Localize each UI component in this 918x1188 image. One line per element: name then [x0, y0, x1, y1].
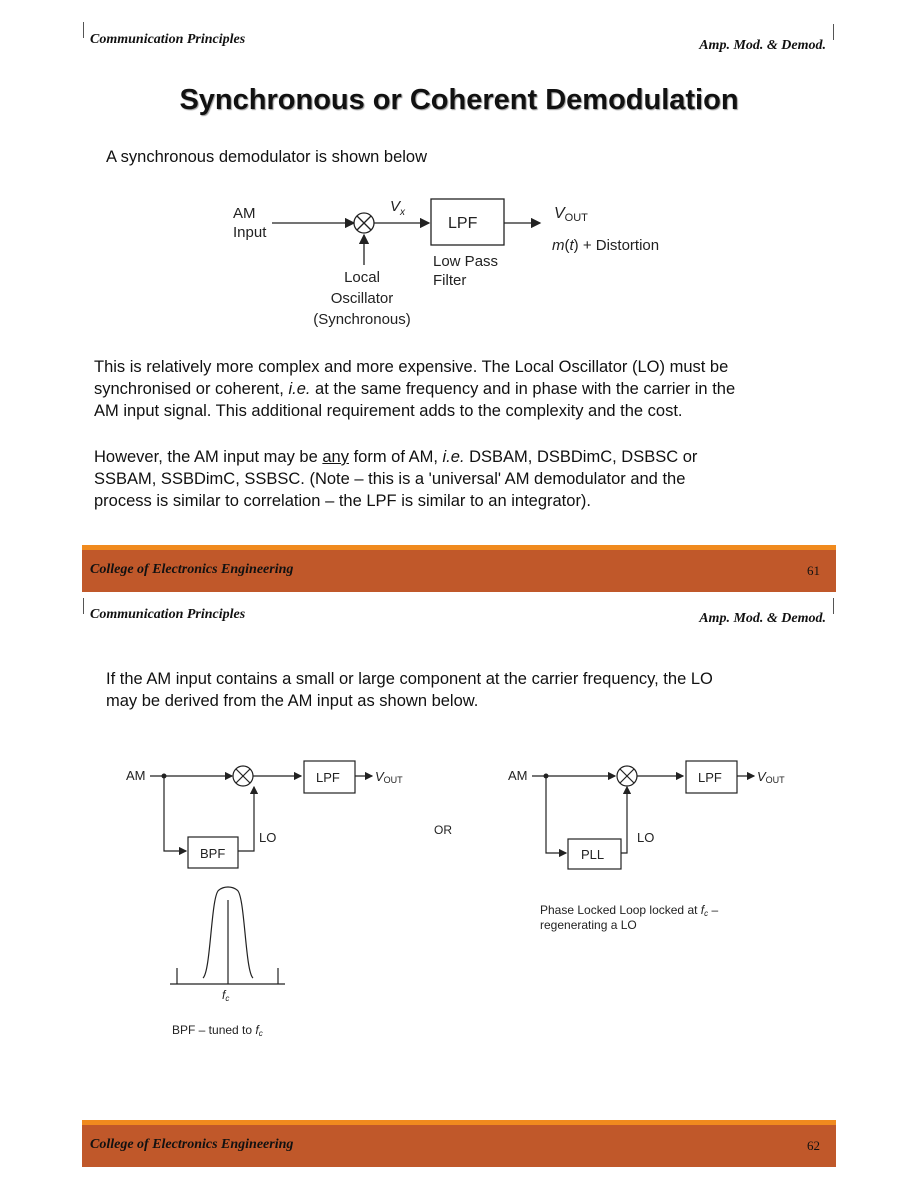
footer-college: College of Electronics Engineering: [90, 1137, 294, 1152]
paragraph-1-line-3: AM input signal. This additional requirement adds to the complexity and the cost.: [94, 402, 683, 420]
paragraph-2-line-2: SSBAM, SSBDimC, SSBSC. (Note – this is a 'universal' AM demodulator and the: [94, 470, 686, 488]
paragraph-1-line-1: This is relatively more complex and more expensive. The Local Oscillator (LO) must be: [94, 358, 729, 376]
lo-derivation-diagrams: [0, 594, 918, 1188]
intro-text: A synchronous demodulator is shown below: [106, 148, 428, 166]
lpf-label: LPF: [448, 215, 478, 232]
right-multiplier-symbol: [617, 766, 637, 786]
paragraph-1-line-2: synchronised or coherent, i.e. at the same frequency and in phase with the carrier in the: [94, 380, 736, 398]
local-oscillator-label-3: (Synchronous): [313, 311, 411, 328]
bpf-caption: BPF – tuned to fc: [172, 1023, 263, 1038]
right-vout-label: VOUT: [757, 769, 785, 785]
footer-bar: [82, 545, 836, 592]
pll-diagram: [508, 761, 785, 932]
right-lo-label: LO: [637, 830, 655, 845]
paragraph-1: [94, 356, 735, 422]
paragraph-2-line-3: process is similar to correlation – the LPF is similar to an integrator).: [94, 492, 592, 510]
page-title: Synchronous or Coherent Demodulation: [179, 84, 739, 116]
am-input-label-1: AM: [233, 205, 256, 222]
left-am-label: AM: [126, 768, 146, 783]
multiplier-symbol: [354, 213, 374, 233]
intro-line-2: may be derived from the AM input as shown below.: [106, 692, 479, 710]
header-left: Communication Principles: [90, 607, 246, 622]
am-input-label-2: Input: [233, 224, 267, 241]
lpf-desc-1: Low Pass: [433, 253, 499, 270]
output-expression: m(t) + Distortion: [552, 237, 660, 254]
footer-bar: [82, 1120, 836, 1167]
paragraph-2-line-1: However, the AM input may be any form of AM, i.e. DSBAM, DSBDimC, DSBSC or: [94, 448, 698, 466]
pll-caption-2: regenerating a LO: [540, 918, 637, 932]
page-number: 61: [807, 563, 820, 578]
bpf-diagram: [126, 761, 403, 1038]
local-oscillator-label-2: Oscillator: [330, 290, 394, 307]
header-left: Communication Principles: [90, 32, 246, 47]
footer-college: College of Electronics Engineering: [90, 562, 294, 577]
left-lo-label: LO: [259, 830, 277, 845]
intro-line-1: If the AM input contains a small or large component at the carrier frequency, the LO: [106, 670, 713, 688]
bpf-response-curve: [170, 887, 285, 984]
left-lpf-label: LPF: [316, 770, 340, 785]
left-multiplier-symbol: [233, 766, 253, 786]
left-vout-label: VOUT: [375, 769, 403, 785]
right-lpf-label: LPF: [698, 770, 722, 785]
fc-label: fc: [222, 988, 230, 1003]
pll-label: PLL: [581, 847, 605, 862]
page-number: 62: [807, 1138, 820, 1153]
or-label: OR: [434, 823, 452, 837]
lpf-desc-2: Filter: [433, 272, 467, 289]
header-right: Amp. Mod. & Demod.: [699, 611, 826, 626]
page-62: [0, 594, 918, 1188]
bpf-label: BPF: [200, 846, 226, 861]
right-am-label: AM: [508, 768, 528, 783]
vx-label: $V_x$: [390, 198, 406, 218]
paragraph-2: [94, 446, 697, 512]
header-right: Amp. Mod. & Demod.: [699, 38, 826, 53]
pll-caption-1: Phase Locked Loop locked at fc –: [540, 903, 719, 918]
vout-label: VOUT: [554, 205, 588, 224]
local-oscillator-label-1: Local: [344, 269, 380, 286]
